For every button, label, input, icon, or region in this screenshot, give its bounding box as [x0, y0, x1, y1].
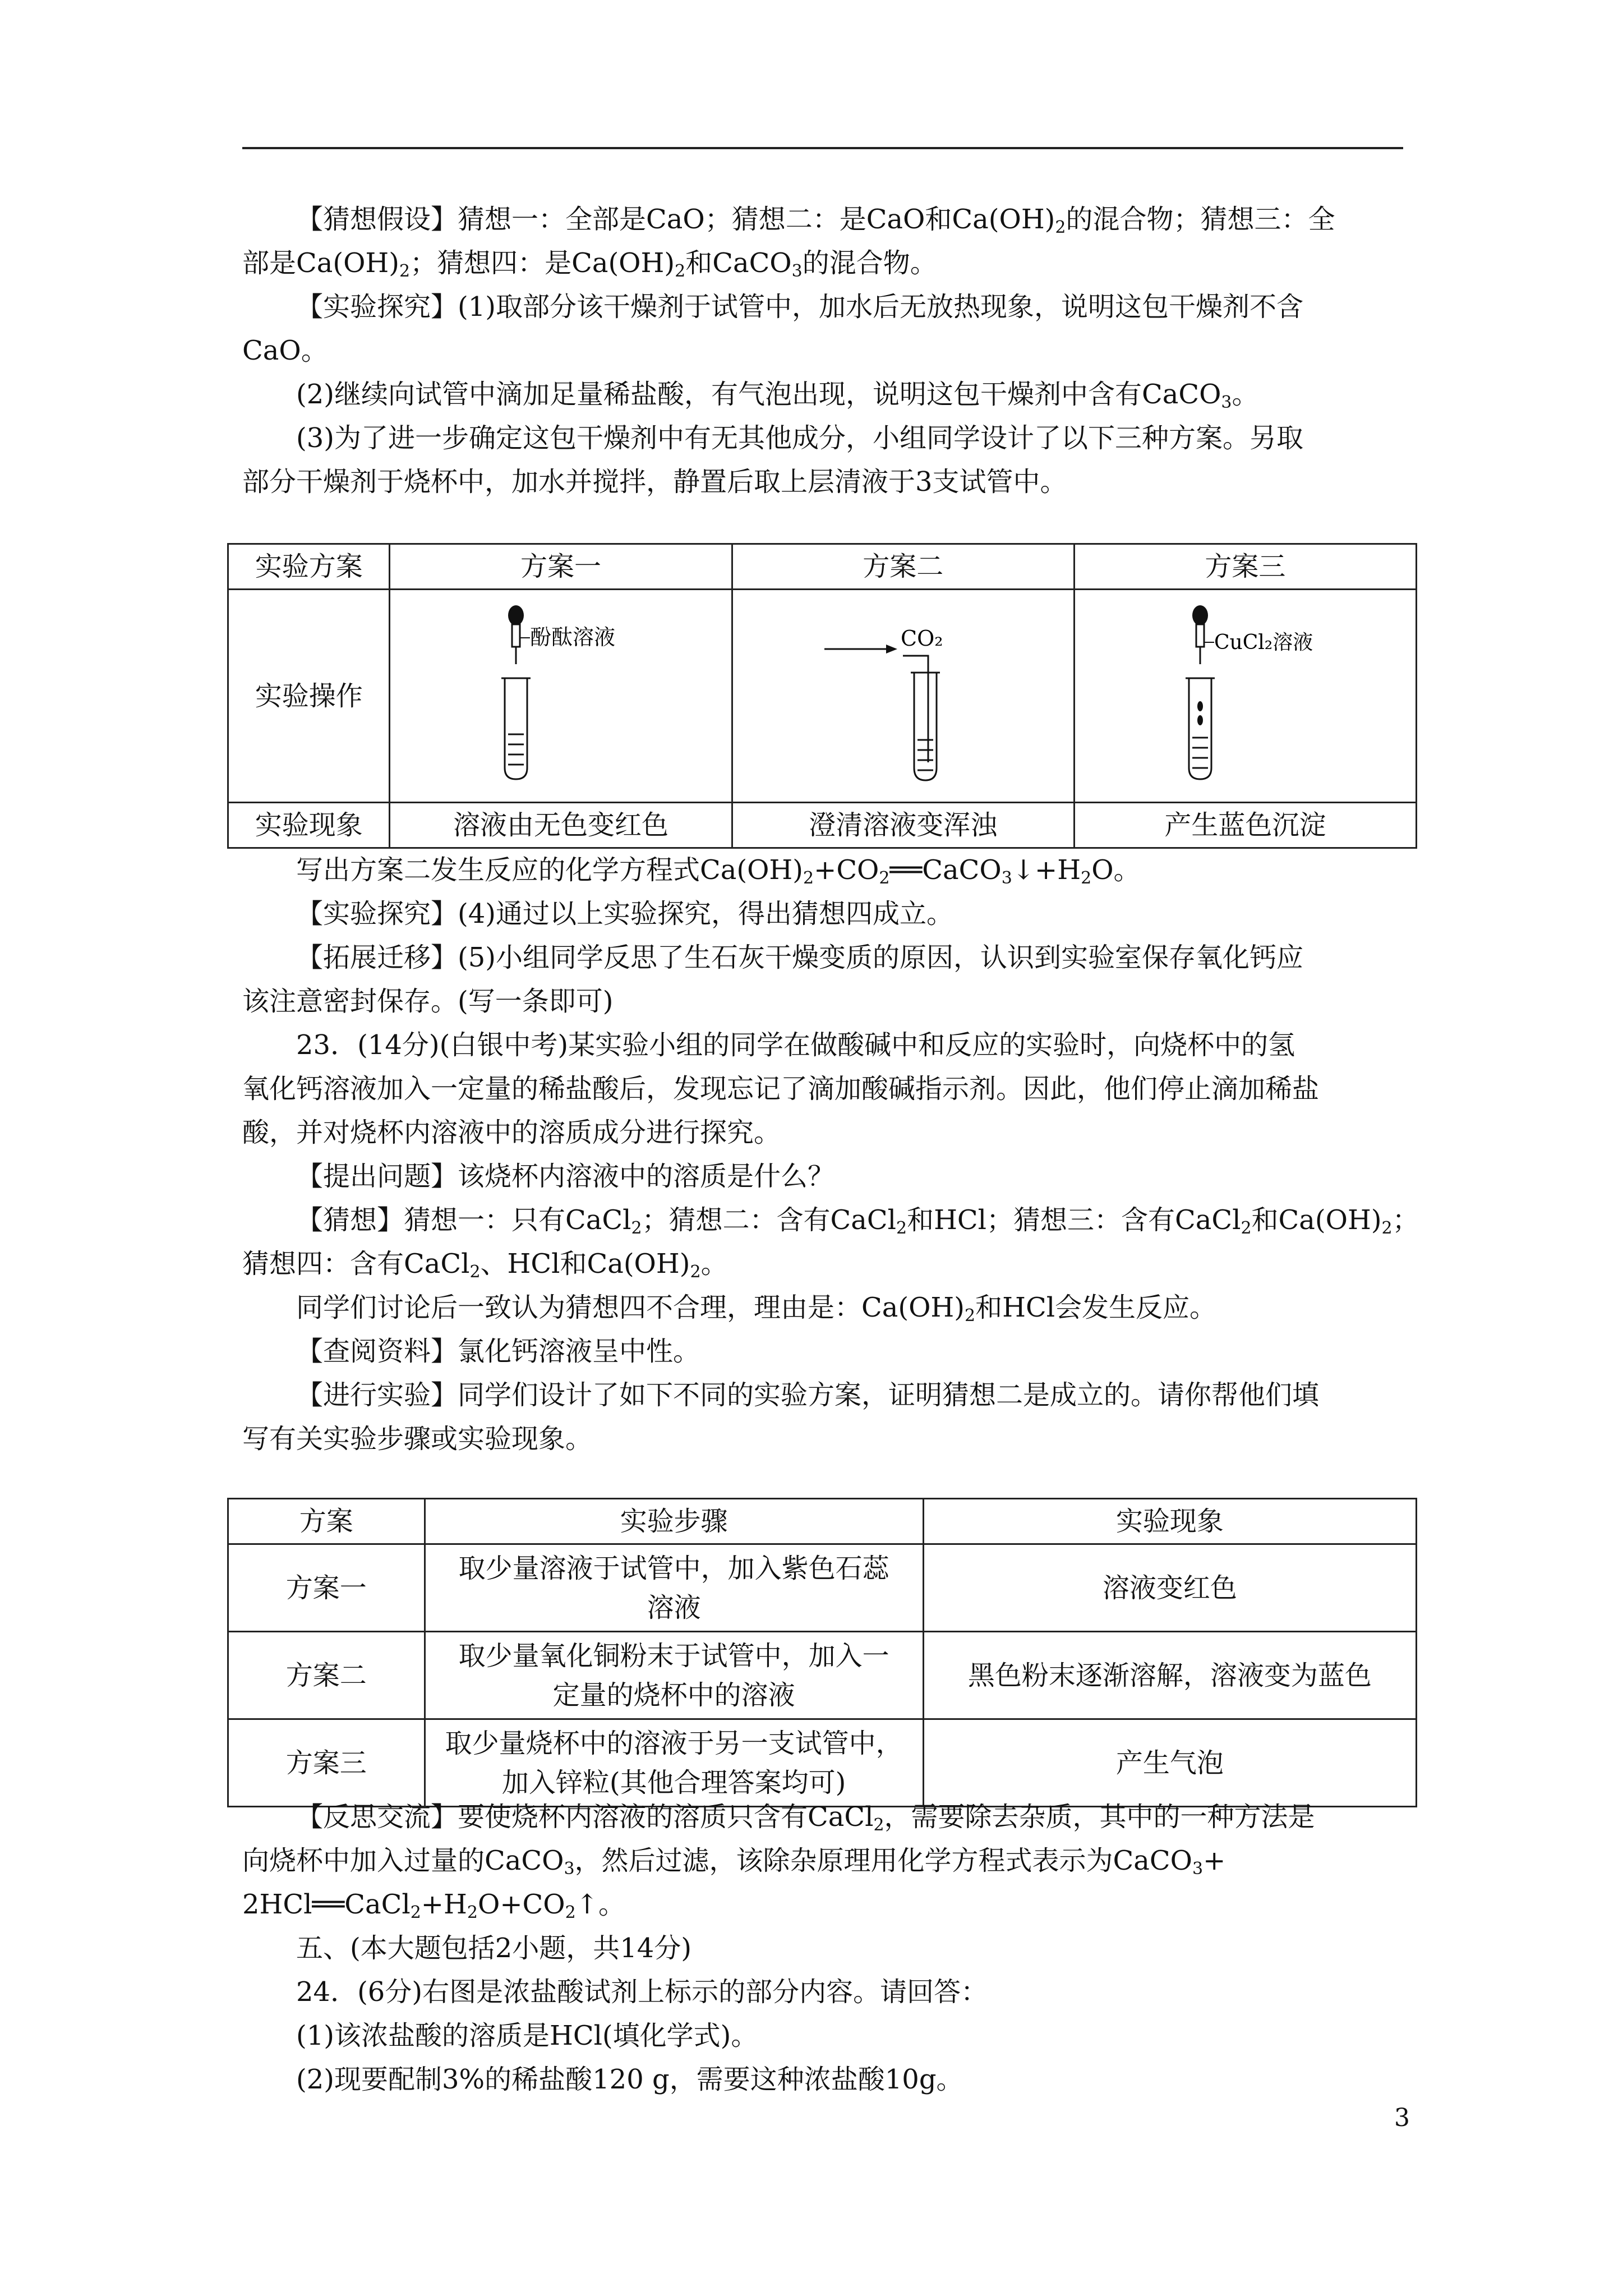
section-reflection	[242, 1795, 1398, 2101]
text-line: (2)继续向试管中滴加足量稀盐酸，有气泡出现，说明这包干燥剂中含有CaCO$_3$。	[296, 379, 1259, 412]
text-line: 【拓展迁移】(5)小组同学反思了生石灰干燥变质的原因，认识到实验室保存氧化钙应	[296, 942, 1303, 973]
table-cell: 澄清溶液变浑浊	[732, 803, 1074, 848]
page-number: 3	[1394, 2104, 1410, 2132]
fig3-label: CuCl₂溶液	[1214, 631, 1313, 654]
text-line: 【猜想】猜想一：只有CaCl$_2$；猜想二：含有CaCl$_2$和HCl；猜想三：含有CaCl$_2$和$Ca(OH)_2$；	[296, 1204, 1419, 1238]
dropper-tube-figure	[477, 594, 645, 785]
table-row	[228, 1632, 1417, 1719]
section-question-23	[242, 848, 1419, 1461]
row-label: 实验现象	[228, 803, 390, 848]
header-rule	[242, 147, 1403, 149]
text-line: 【提出问题】该烧杯内溶液中的溶质是什么？	[296, 1161, 835, 1192]
co2-tube-figure	[819, 594, 987, 785]
table-header: 实验步骤	[425, 1499, 923, 1544]
text-line: 【进行实验】同学们设计了如下不同的实验方案，证明猜想二是成立的。请你帮他们填	[296, 1379, 1320, 1411]
text-line: 部分干燥剂于烧杯中，加水并搅拌，静置后取上层清液于3支试管中。	[242, 466, 1067, 498]
table-cell: 产生蓝色沉淀	[1074, 803, 1416, 848]
section-hypothesis	[242, 197, 1398, 504]
text-line: 【猜想假设】猜想一：全部是CaO；猜想二：是CaO和$Ca(OH)_2$的混合物；猜想三：全	[296, 204, 1335, 237]
fig1-label: 酚酞溶液	[530, 625, 616, 650]
table-row	[228, 1719, 1417, 1807]
plan-name: 方案一	[228, 1544, 425, 1632]
figure-cell	[390, 590, 732, 803]
table-header: 方案一	[390, 544, 732, 590]
table-row	[228, 1544, 1417, 1632]
text-line: 【查阅资料】氯化钙溶液呈中性。	[296, 1336, 700, 1367]
text-line: 酸，并对烧杯内溶液中的溶质成分进行探究。	[242, 1117, 781, 1148]
figure-cell	[732, 590, 1074, 803]
table-header: 方案二	[732, 544, 1074, 590]
text-line: 向烧杯中加入过量的CaCO$_3$，然后过滤，该除杂原理用化学方程式表示为CaCO$_3$+	[242, 1845, 1226, 1879]
text-line: 五、(本大题包括2小题，共14分)	[296, 1932, 692, 1964]
table-header: 实验现象	[923, 1499, 1416, 1544]
text-line: 该注意密封保存。(写一条即可)	[242, 986, 614, 1017]
text-line: (3)为了进一步确定这包干燥剂中有无其他成分，小组同学设计了以下三种方案。另取	[296, 422, 1303, 454]
text-line: 【反思交流】要使烧杯内溶液的溶质只含有CaCl$_2$，需要除去杂质，其中的一种方法是	[296, 1801, 1315, 1835]
row-label: 实验操作	[228, 590, 390, 803]
fig2-label: CO₂	[901, 626, 943, 651]
plan-step: 取少量氧化铜粉末于试管中，加入一 定量的烧杯中的溶液	[425, 1632, 923, 1719]
text-line: 【实验探究】(4)通过以上实验探究，得出猜想四成立。	[296, 898, 953, 930]
experiment-table	[227, 543, 1417, 849]
text-line: (1)该浓盐酸的溶质是HCl(填化学式)。	[296, 2020, 758, 2051]
plan-step: 取少量溶液于试管中，加入紫色石蕊 溶液	[425, 1544, 923, 1632]
table-cell: 溶液由无色变红色	[390, 803, 732, 848]
plan-table	[227, 1498, 1417, 1807]
text-line: $2HCl══CaCl_2+H_2O+CO_2↑$。	[242, 1889, 625, 1922]
text-line: 24．(6分)右图是浓盐酸试剂上标示的部分内容。请回答：	[296, 1976, 988, 2008]
figure-cell	[1074, 590, 1416, 803]
text-line: 写出方案二发生反应的化学方程式$Ca(OH)_2+CO_2══CaCO_3↓+H_2O$。	[296, 854, 1141, 888]
table-header: 实验方案	[228, 544, 390, 590]
text-line: 23．(14分)(白银中考)某实验小组的同学在做酸碱中和反应的实验时，向烧杯中的氢	[296, 1029, 1295, 1061]
plan-name: 方案二	[228, 1632, 425, 1719]
text-line: (2)现要配制3%的稀盐酸120 g，需要这种浓盐酸10g。	[296, 2064, 963, 2095]
plan-step: 取少量烧杯中的溶液于另一支试管中， 加入锌粒(其他合理答案均可)	[425, 1719, 923, 1807]
text-line: 氧化钙溶液加入一定量的稀盐酸后，发现忘记了滴加酸碱指示剂。因此，他们停止滴加稀盐	[242, 1073, 1320, 1105]
cucl2-tube-figure	[1161, 594, 1329, 785]
plan-name: 方案三	[228, 1719, 425, 1807]
text-line: 【实验探究】(1)取部分该干燥剂于试管中，加水后无放热现象，说明这包干燥剂不含	[296, 291, 1303, 323]
text-line: 写有关实验步骤或实验现象。	[242, 1423, 593, 1455]
plan-result: 溶液变红色	[923, 1544, 1416, 1632]
text-line: 部是$Ca(OH)_2$；猜想四：是$Ca(OH)_2$和CaCO$_3$的混合物。	[242, 247, 937, 281]
table-header: 方案三	[1074, 544, 1416, 590]
text-line: 猜想四：含有CaCl$_2$、HCl和$Ca(OH)_2$。	[242, 1248, 728, 1282]
plan-result: 黑色粉末逐渐溶解，溶液变为蓝色	[923, 1632, 1416, 1719]
table-header: 方案	[228, 1499, 425, 1544]
text-line: 同学们讨论后一致认为猜想四不合理，理由是：$Ca(OH)_2$和HCl会发生反应。	[296, 1292, 1217, 1326]
text-line: CaO。	[242, 335, 328, 366]
plan-result: 产生气泡	[923, 1719, 1416, 1807]
